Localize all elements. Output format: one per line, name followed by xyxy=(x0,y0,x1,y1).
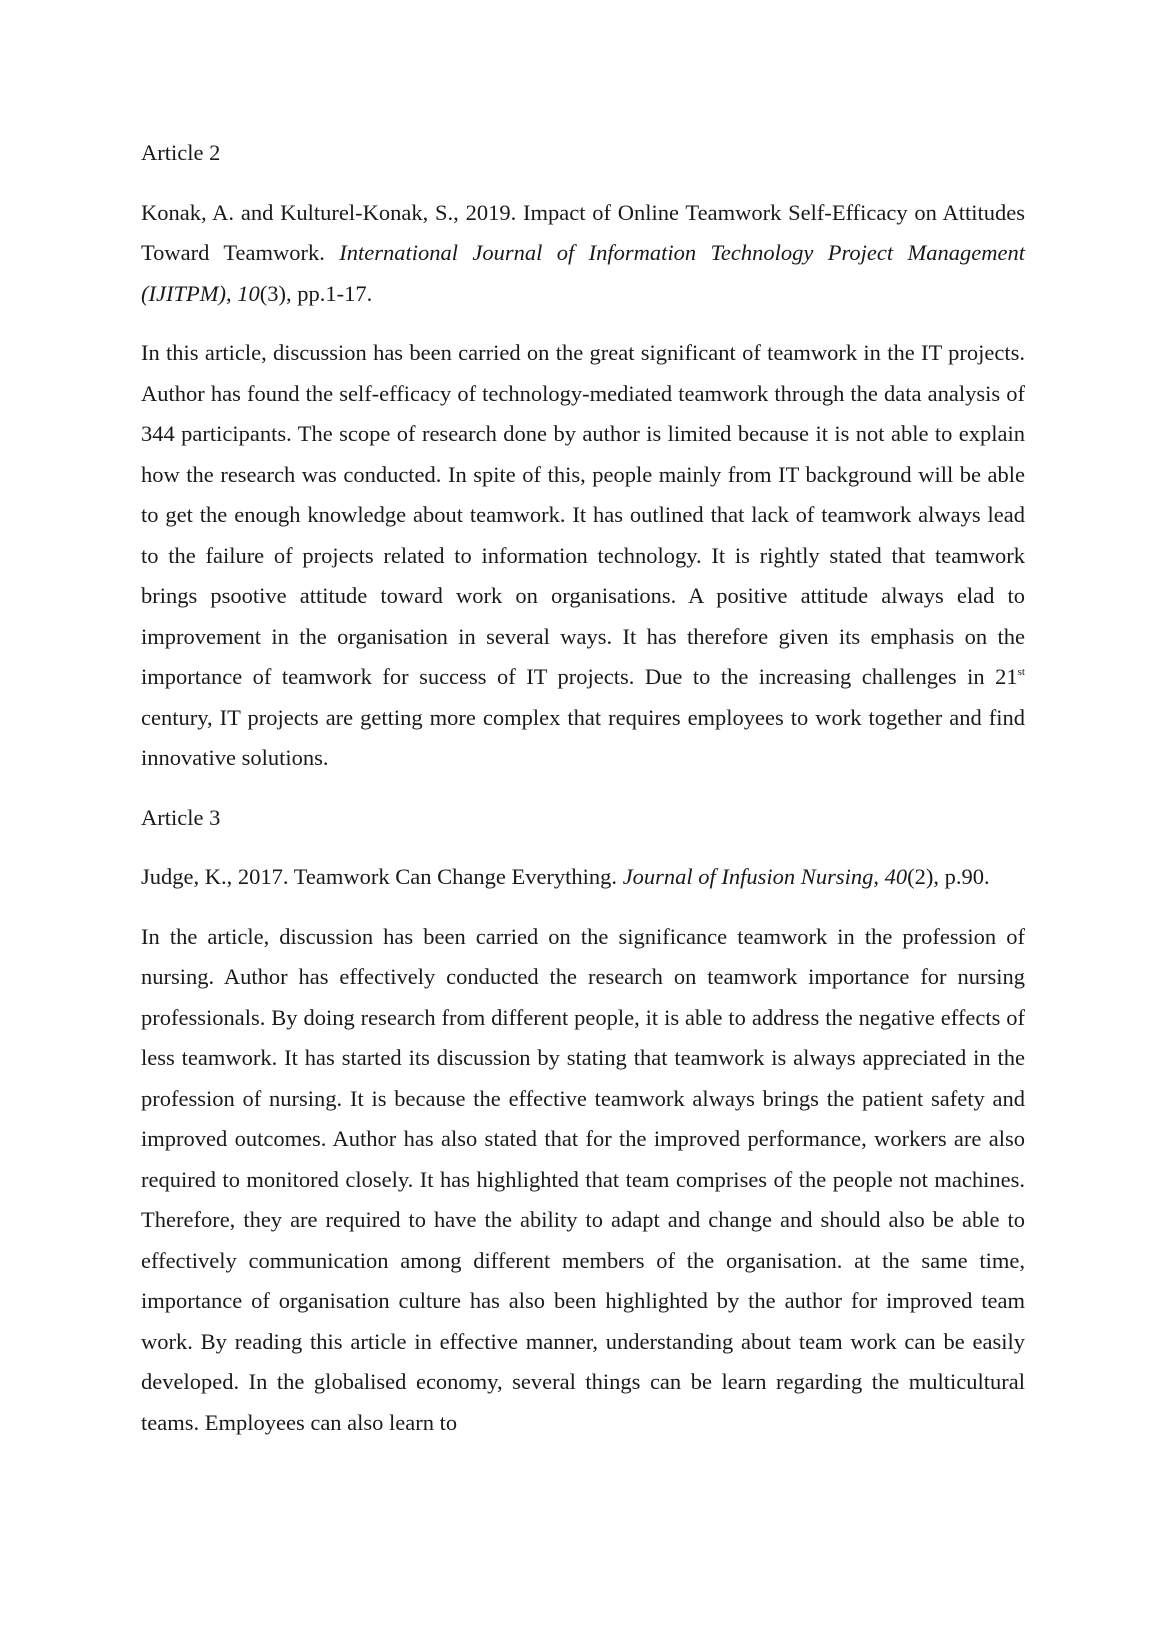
article-3-summary: In the article, discussion has been carried on the significance teamwork in the profession of nursing. Author has effectively conducted the research on teamwork importance for nursing professionals. By doing research from different people, it is able to address the negative effects of less teamwork. It has started its discussion by stating that teamwork is always appreciated in the profession of nursing. It is because the effective teamwork always brings the patient safety and improved outcomes. Author has also stated that for the improved performance, workers are also required to monitored closely. It has highlighted that team comprises of the people not machines. Therefore, they are required to have the ability to adapt and change and should also be able to effectively communication among different members of the organisation. at the same time, importance of organisation culture has also been highlighted by the author for improved team work. By reading this article in effective manner, understanding about team work can be easily developed. In the globalised economy, several things can be learn regarding the multicultural teams. Employees can also learn to xyxy=(141,923,1025,1435)
article-2-heading: Article 2 xyxy=(141,140,221,165)
article-2-journal: International Journal of Information Technology Project Management (IJITPM) xyxy=(141,240,1025,306)
article-3-heading: Article 3 xyxy=(141,804,221,830)
article-3-journal: Journal of Infusion Nursing xyxy=(622,864,874,889)
article-3-volume: 40 xyxy=(884,864,908,889)
article-3-issue-pages: (2), p.90. xyxy=(907,864,990,889)
article-2-issue-pages: (3), pp.1-17. xyxy=(259,280,373,306)
article-2-summary-part2: century, IT projects are getting more complex that requires employees to work together and find innovative solutions. xyxy=(141,704,1025,770)
article-3-ref-sep: , xyxy=(873,864,885,889)
article-2-reference xyxy=(141,193,1025,315)
article-2-summary-superscript: st xyxy=(1017,666,1025,678)
article-2-volume: 10 xyxy=(237,280,260,306)
article-2-summary-part1: In this article, discussion has been carried on the great significant of teamwork in the IT projects. Author has found the self-efficacy of technology-mediated teamwork through the data analysis of 344 participants. The scope of research done by author is limited because it is not able to explain how the research was conducted. In spite of this, people mainly from IT background will be able to get the enough knowledge about teamwork. It has outlined that lack of teamwork always lead to the failure of projects related to information technology. It is rightly stated that teamwork brings psootive attitude toward work on organisations. A positive attitude always elad to improvement in the organisation in several ways. It has therefore given its emphasis on the importance of teamwork for success of IT projects. Due to the increasing challenges in 21 xyxy=(141,340,1025,689)
document-page xyxy=(141,133,1025,1443)
article-3-reference-title: Judge, K., 2017. Teamwork Can Change Everything. xyxy=(141,864,623,889)
article-3-reference xyxy=(141,857,1025,898)
article-2-summary xyxy=(141,333,1025,779)
article-2-reference-title: Konak, A. and Kulturel-Konak, S., 2019. Impact of Online Teamwork Self-Efficacy on Attitudes Toward Teamwork. xyxy=(141,199,1025,265)
article-2-ref-sep: , xyxy=(225,280,238,306)
